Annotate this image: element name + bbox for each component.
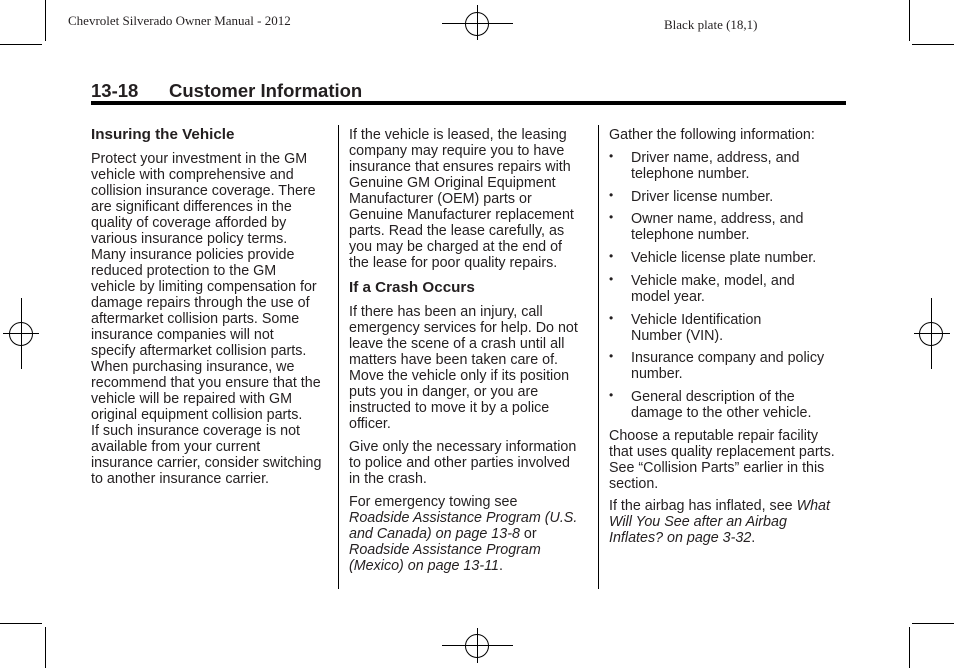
text-line: the lease for poor quality repairs. xyxy=(349,255,558,271)
text-segment: If the airbag has inflated, see xyxy=(609,498,797,514)
text-line: vehicle by limiting compensation for xyxy=(91,279,317,295)
bullet-icon: • xyxy=(609,188,614,202)
text-line: instructed to move it by a police xyxy=(349,400,550,416)
text-line: model year. xyxy=(631,289,705,305)
cross-reference-link[interactable]: and Canada) on page 13-8 xyxy=(349,526,520,542)
text-line: original equipment collision parts. xyxy=(91,407,303,423)
text-line: See “Collision Parts” earlier in this xyxy=(609,460,825,476)
text-line: quality of coverage afforded by xyxy=(91,215,287,231)
bullet-item xyxy=(609,311,762,344)
cross-reference-link[interactable]: Roadside Assistance Program xyxy=(349,542,541,558)
text-segment: or xyxy=(519,526,537,542)
bullet-icon: • xyxy=(609,311,614,325)
bullet-item xyxy=(609,249,817,266)
crop-mark xyxy=(0,44,42,45)
text-line xyxy=(349,558,577,574)
bullet-icon: • xyxy=(609,349,614,363)
heading-insuring-vehicle: Insuring the Vehicle xyxy=(91,126,235,143)
text-line: company may require you to have xyxy=(349,143,565,159)
text-line: Vehicle make, model, and xyxy=(631,273,795,289)
text-line xyxy=(349,526,577,542)
text-line: Owner name, address, and xyxy=(631,211,804,227)
bullet-item xyxy=(609,388,812,421)
text-line: If such insurance coverage is not xyxy=(91,423,301,439)
text-line xyxy=(349,510,577,526)
text-line: If the vehicle is leased, the leasing xyxy=(349,127,567,143)
text-line: recommend that you ensure that the xyxy=(91,375,321,391)
text-segment: For emergency towing see xyxy=(349,494,518,510)
text-line: number. xyxy=(631,366,683,382)
paragraph-towing xyxy=(349,494,577,574)
paragraph-police xyxy=(349,439,576,487)
text-line: Move the vehicle only if its position xyxy=(349,368,570,384)
text-line: General description of the xyxy=(631,389,795,405)
text-segment: . xyxy=(751,530,756,546)
text-line: Driver license number. xyxy=(631,189,774,205)
bullet-item xyxy=(609,188,774,205)
text-line: to another insurance carrier. xyxy=(91,471,270,487)
paragraph-leased xyxy=(349,127,574,271)
text-line: emergency services for help. Do not xyxy=(349,320,578,336)
text-line: Protect your investment in the GM xyxy=(91,151,308,167)
text-line: Vehicle Identification xyxy=(631,312,762,328)
paragraph-insuring xyxy=(91,151,321,487)
text-line: Number (VIN). xyxy=(631,328,724,344)
text-segment: . xyxy=(498,558,503,574)
column-divider xyxy=(338,125,339,589)
text-line: reduced protection to the GM xyxy=(91,263,277,279)
text-line: telephone number. xyxy=(631,227,750,243)
bullet-item xyxy=(609,349,825,382)
text-line: insurance carrier, consider switching xyxy=(91,455,322,471)
text-line xyxy=(349,494,577,510)
text-line: you may be charged at the end of xyxy=(349,239,563,255)
text-line xyxy=(609,498,830,514)
text-line: matters have been taken care of. xyxy=(349,352,559,368)
crop-mark xyxy=(45,0,46,41)
text-line: Manufacturer (OEM) parts or xyxy=(349,191,532,207)
text-line: to police and other parties involved xyxy=(349,455,570,471)
crop-mark xyxy=(912,44,954,45)
column-divider xyxy=(598,125,599,589)
bullet-item xyxy=(609,210,804,243)
title-rule xyxy=(91,101,846,105)
paragraph-injury xyxy=(349,304,578,432)
text-line: insurance companies will not xyxy=(91,327,274,343)
text-line xyxy=(609,530,830,546)
paragraph-airbag xyxy=(609,498,830,546)
text-line: section. xyxy=(609,476,659,492)
text-line: Give only the necessary information xyxy=(349,439,577,455)
text-line: Vehicle license plate number. xyxy=(631,250,817,266)
paragraph-gather xyxy=(609,127,815,143)
text-line: Driver name, address, and xyxy=(631,150,800,166)
bullet-icon: • xyxy=(609,249,614,263)
text-line: specify aftermarket collision parts. xyxy=(91,343,307,359)
cross-reference-link[interactable]: Roadside Assistance Program (U.S. xyxy=(349,510,578,526)
page-title xyxy=(91,80,362,102)
text-line: puts you in danger, or you are xyxy=(349,384,539,400)
bullet-item xyxy=(609,149,800,182)
bullet-icon: • xyxy=(609,149,614,163)
text-line: telephone number. xyxy=(631,166,750,182)
text-line: damage repairs through the use of xyxy=(91,295,310,311)
text-line: Gather the following information: xyxy=(609,127,815,143)
text-line: Insurance company and policy xyxy=(631,350,825,366)
text-line: vehicle with comprehensive and xyxy=(91,167,294,183)
text-line: various insurance policy terms. xyxy=(91,231,288,247)
text-line: leave the scene of a crash until all xyxy=(349,336,565,352)
text-line: collision insurance coverage. There xyxy=(91,183,316,199)
bullet-icon: • xyxy=(609,272,614,286)
text-line: officer. xyxy=(349,416,391,432)
cross-reference-link[interactable]: Inflates? on page 3-32 xyxy=(609,530,752,546)
manual-title: Chevrolet Silverado Owner Manual - 2012 xyxy=(68,13,291,28)
text-line: available from your current xyxy=(91,439,261,455)
text-line: If there has been an injury, call xyxy=(349,304,543,320)
text-line: that uses quality replacement parts. xyxy=(609,444,835,460)
crop-mark xyxy=(909,627,910,668)
text-line: Many insurance policies provide xyxy=(91,247,295,263)
text-line: damage to the other vehicle. xyxy=(631,405,812,421)
crop-mark xyxy=(909,0,910,41)
paragraph-repair-facility xyxy=(609,428,835,492)
text-line: in the crash. xyxy=(349,471,427,487)
text-line: are significant differences in the xyxy=(91,199,292,215)
cross-reference-link[interactable]: Will You See after an Airbag xyxy=(609,514,787,530)
text-line: Genuine Manufacturer replacement xyxy=(349,207,574,223)
bullet-icon: • xyxy=(609,210,614,224)
text-line: When purchasing insurance, we xyxy=(91,359,295,375)
text-line: Choose a reputable repair facility xyxy=(609,428,819,444)
section-title: Customer Information xyxy=(169,80,363,101)
crop-mark xyxy=(45,627,46,668)
cross-reference-link[interactable]: (Mexico) on page 13-11 xyxy=(349,558,499,574)
bullet-icon: • xyxy=(609,388,614,402)
page-number: 13-18 xyxy=(91,80,139,101)
plate-label: Black plate (18,1) xyxy=(664,17,758,32)
heading-crash-occurs: If a Crash Occurs xyxy=(349,279,475,296)
bullet-item xyxy=(609,272,795,305)
text-line xyxy=(609,514,830,530)
crop-mark xyxy=(912,623,954,624)
text-line xyxy=(349,542,577,558)
crop-mark xyxy=(0,623,42,624)
text-line: insurance that ensures repairs with xyxy=(349,159,571,175)
cross-reference-link[interactable]: What xyxy=(796,498,830,514)
text-line: vehicle will be repaired with GM xyxy=(91,391,293,407)
text-line: aftermarket collision parts. Some xyxy=(91,311,300,327)
text-line: Genuine GM Original Equipment xyxy=(349,175,556,191)
text-line: parts. Read the lease carefully, as xyxy=(349,223,565,239)
